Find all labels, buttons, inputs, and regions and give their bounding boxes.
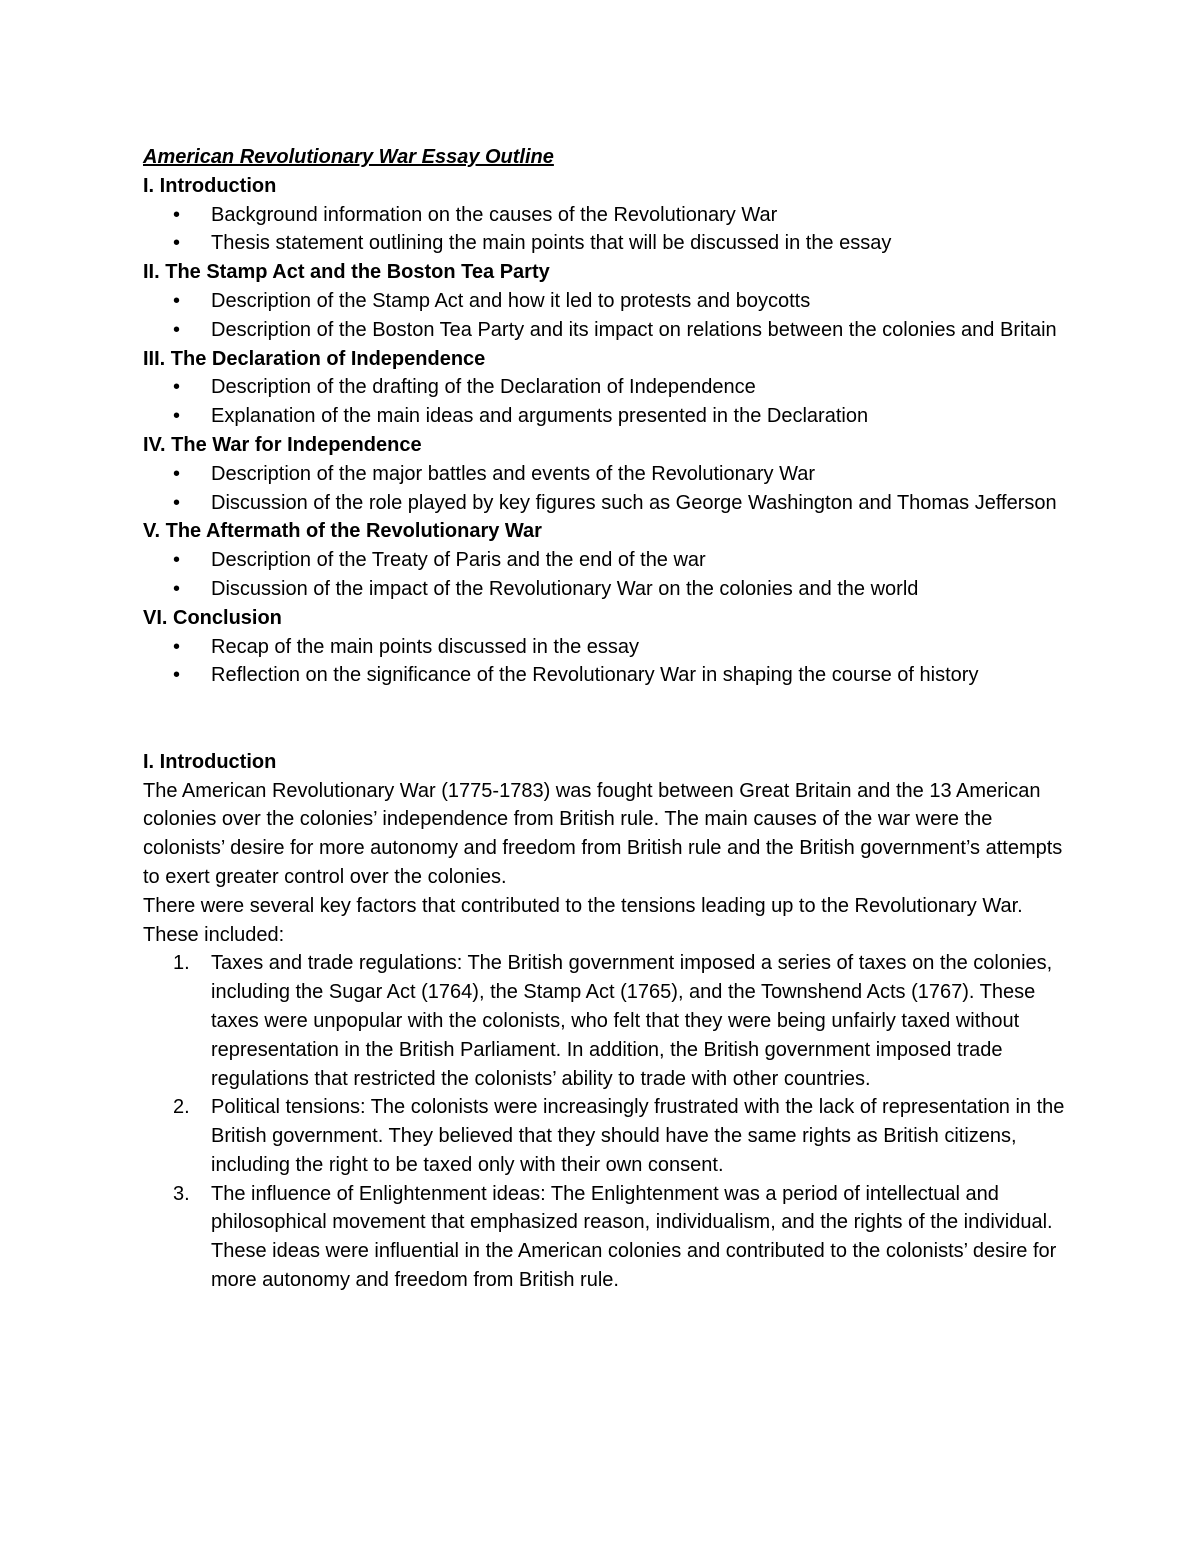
bullet-list	[143, 633, 1073, 691]
bullet-list	[143, 373, 1073, 431]
bullet-icon: •	[173, 577, 181, 600]
list-item	[173, 402, 1073, 431]
list-number: 2.	[173, 1096, 190, 1119]
outline-section	[143, 604, 1073, 690]
outline-section	[143, 431, 1073, 517]
list-item	[173, 1180, 1073, 1295]
document-content	[143, 143, 1073, 1295]
outline-section	[143, 172, 1073, 258]
list-item-text: Description of the major battles and events of the Revolutionary War	[211, 462, 816, 485]
bullet-icon: •	[173, 376, 181, 399]
essay-paragraph: The American Revolutionary War (1775-1783) was fought between Great Britain and the 13 American colonies over the colonies’ independence from British rule. The main causes of the war were the colonists’ desire for more autonomy and freedom from British rule and the British government’s attempts to exert greater control over the colonies.	[143, 779, 1063, 888]
list-item	[173, 489, 1073, 518]
blank-space	[143, 690, 1073, 748]
list-number: 3.	[173, 1182, 190, 1205]
bullet-icon: •	[173, 318, 181, 341]
section-heading: II. The Stamp Act and the Boston Tea Party	[143, 261, 550, 284]
list-item	[173, 201, 1073, 230]
list-item-text: Recap of the main points discussed in the essay	[211, 635, 640, 658]
list-item-text: Background information on the causes of the Revolutionary War	[211, 203, 778, 226]
section-heading: I. Introduction	[143, 174, 277, 197]
essay-section-heading: I. Introduction	[143, 750, 277, 773]
list-item-text: Taxes and trade regulations: The British government imposed a series of taxes on the colonies, including the Sugar Act (1764), the Stamp Act (1765), and the Townshend Acts (1767). These taxes were unpopular with the colonists, who felt that they were being unfairly taxed without representation in the British Parliament. In addition, the British government imposed trade regulations that restricted the colonists’ ability to trade with other countries.	[211, 952, 1053, 1090]
outline-section	[143, 345, 1073, 431]
list-item	[173, 575, 1073, 604]
bullet-icon: •	[173, 203, 181, 226]
bullet-icon: •	[173, 664, 181, 687]
bullet-list	[143, 546, 1073, 604]
list-item-text: The influence of Enlightenment ideas: The Enlightenment was a period of intellectual and philosophical movement that emphasized reason, individualism, and the rights of the individual. These ideas were influential in the American colonies and contributed to the colonists’ desire for more autonomy and freedom from British rule.	[211, 1182, 1057, 1292]
list-item	[173, 316, 1073, 345]
list-item	[173, 1093, 1073, 1179]
bullet-icon: •	[173, 491, 181, 514]
section-heading: VI. Conclusion	[143, 606, 282, 629]
section-heading: IV. The War for Independence	[143, 433, 422, 456]
list-number: 1.	[173, 952, 190, 975]
list-item	[173, 287, 1073, 316]
list-item	[173, 229, 1073, 258]
section-heading: V. The Aftermath of the Revolutionary War	[143, 520, 542, 543]
list-item-text: Discussion of the role played by key figures such as George Washington and Thomas Jefferson	[211, 491, 1057, 514]
list-item-text: Political tensions: The colonists were increasingly frustrated with the lack of representation in the British government. They believed that they should have the same rights as British citizens, including the right to be taxed only with their own consent.	[211, 1096, 1065, 1176]
essay-paragraph: There were several key factors that contributed to the tensions leading up to the Revolutionary War. These included:	[143, 894, 1023, 946]
bullet-icon: •	[173, 549, 181, 572]
list-item	[173, 661, 1073, 690]
bullet-icon: •	[173, 289, 181, 312]
list-item-text: Description of the drafting of the Declaration of Independence	[211, 376, 756, 399]
list-item-text: Description of the Stamp Act and how it led to protests and boycotts	[211, 289, 811, 312]
bullet-list	[143, 460, 1073, 518]
outline-title: American Revolutionary War Essay Outline	[143, 146, 554, 168]
list-item-text: Discussion of the impact of the Revolutionary War on the colonies and the world	[211, 577, 919, 600]
list-item-text: Description of the Treaty of Paris and the end of the war	[211, 549, 706, 572]
list-item	[173, 633, 1073, 662]
bullet-list	[143, 287, 1073, 345]
bullet-icon: •	[173, 232, 181, 255]
list-item-text: Thesis statement outlining the main points that will be discussed in the essay	[211, 232, 892, 255]
bullet-icon: •	[173, 462, 181, 485]
list-item-text: Explanation of the main ideas and arguments presented in the Declaration	[211, 405, 869, 428]
numbered-list	[143, 949, 1073, 1295]
outline-section	[143, 517, 1073, 603]
list-item	[173, 373, 1073, 402]
list-item	[173, 460, 1073, 489]
outline-section	[143, 258, 1073, 344]
bullet-list	[143, 201, 1073, 259]
section-heading: III. The Declaration of Independence	[143, 347, 486, 370]
list-item	[173, 546, 1073, 575]
list-item-text: Reflection on the significance of the Revolutionary War in shaping the course of history	[211, 664, 979, 687]
list-item-text: Description of the Boston Tea Party and its impact on relations between the colonies and Britain	[211, 318, 1057, 341]
bullet-icon: •	[173, 405, 181, 428]
bullet-icon: •	[173, 635, 181, 658]
list-item	[173, 949, 1073, 1093]
